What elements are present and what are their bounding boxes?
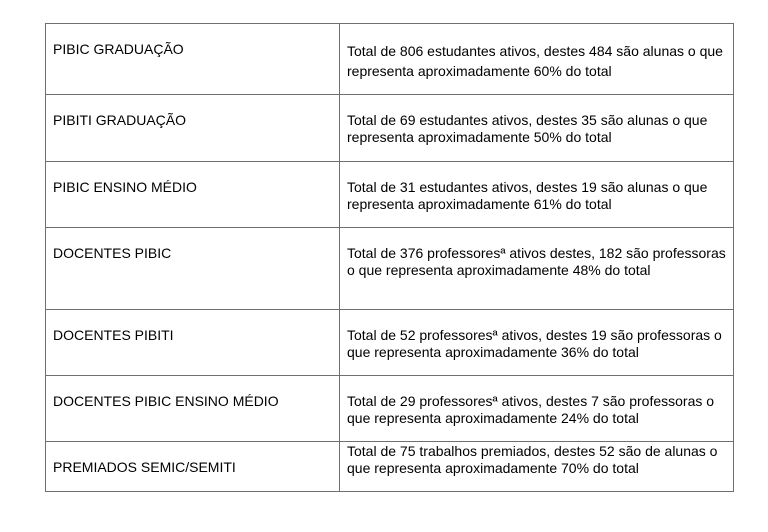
program-description: Total de 75 trabalhos premiados, destes 52 são de alunas o que representa aproximadamente 70% do total (340, 442, 734, 492)
table-row (46, 24, 734, 95)
table-row (46, 376, 734, 442)
program-label: DOCENTES PIBIC ENSINO MÉDIO (46, 376, 340, 442)
program-description: Total de 69 estudantes ativos, destes 35 são alunas o que representa aproximadamente 50% do total (340, 95, 734, 162)
program-label: DOCENTES PIBITI (46, 310, 340, 376)
program-label: PIBITI GRADUAÇÃO (46, 95, 340, 162)
program-description: Total de 376 professoresª ativos destes, 182 são professoras o que representa aproximadamente 48% do total (340, 228, 734, 310)
table-row (46, 95, 734, 162)
statistics-table (45, 23, 734, 492)
program-label: PREMIADOS SEMIC/SEMITI (46, 442, 340, 492)
program-label: PIBIC ENSINO MÉDIO (46, 162, 340, 228)
table-row (46, 442, 734, 492)
program-label: DOCENTES PIBIC (46, 228, 340, 310)
program-description: Total de 806 estudantes ativos, destes 484 são alunas o que representa aproximadamente 60% do total (340, 24, 734, 95)
program-label: PIBIC GRADUAÇÃO (46, 24, 340, 95)
program-description: Total de 31 estudantes ativos, destes 19 são alunas o que representa aproximadamente 61% do total (340, 162, 734, 228)
program-description: Total de 52 professoresª ativos, destes 19 são professoras o que representa aproximadamente 36% do total (340, 310, 734, 376)
program-description: Total de 29 professoresª ativos, destes 7 são professoras o que representa aproximadamente 24% do total (340, 376, 734, 442)
table-row (46, 228, 734, 310)
table-row (46, 310, 734, 376)
table-row (46, 162, 734, 228)
